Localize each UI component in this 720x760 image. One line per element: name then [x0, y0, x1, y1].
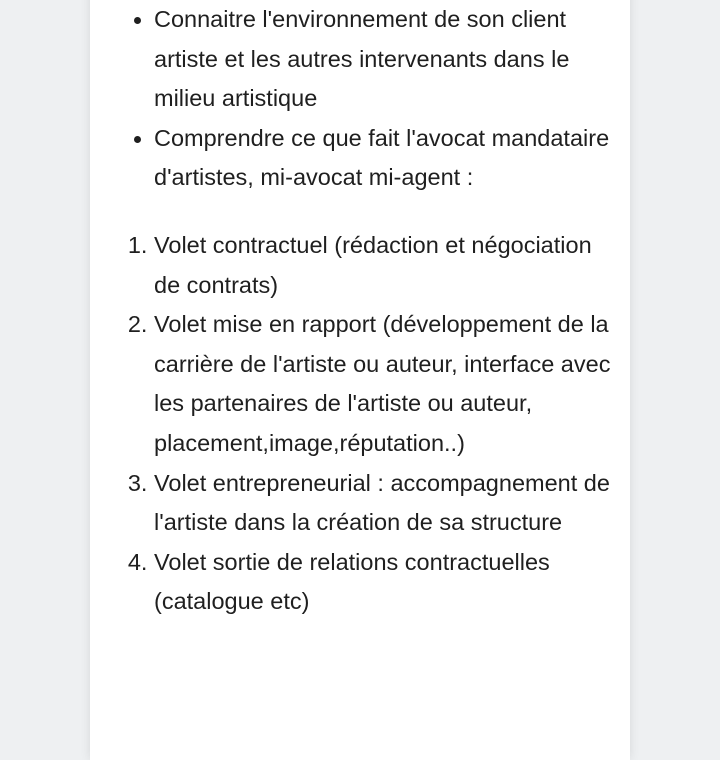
bullet-item: • Connaitre l'environnement de son client artiste et les autres intervenants dans le milieu artistique [154, 0, 614, 119]
numbered-item: 1. Volet contractuel (rédaction et négociation de contrats) [154, 226, 614, 305]
numbered-list [90, 226, 630, 622]
content-card [90, 0, 630, 760]
numbered-item: 4. Volet sortie de relations contractuelles (catalogue etc) [154, 543, 614, 622]
bullet-list [90, 0, 630, 198]
numbered-item: 3. Volet entrepreneurial : accompagnement de l'artiste dans la création de sa structure [154, 464, 614, 543]
numbered-item: 2. Volet mise en rapport (développement de la carrière de l'artiste ou auteur, interface avec les partenaires de l'artiste ou auteur, placement,image,réputation..) [154, 305, 614, 463]
bullet-item: • Comprendre ce que fait l'avocat mandataire d'artistes, mi-avocat mi-agent : [154, 119, 614, 198]
article-body [90, 0, 630, 622]
